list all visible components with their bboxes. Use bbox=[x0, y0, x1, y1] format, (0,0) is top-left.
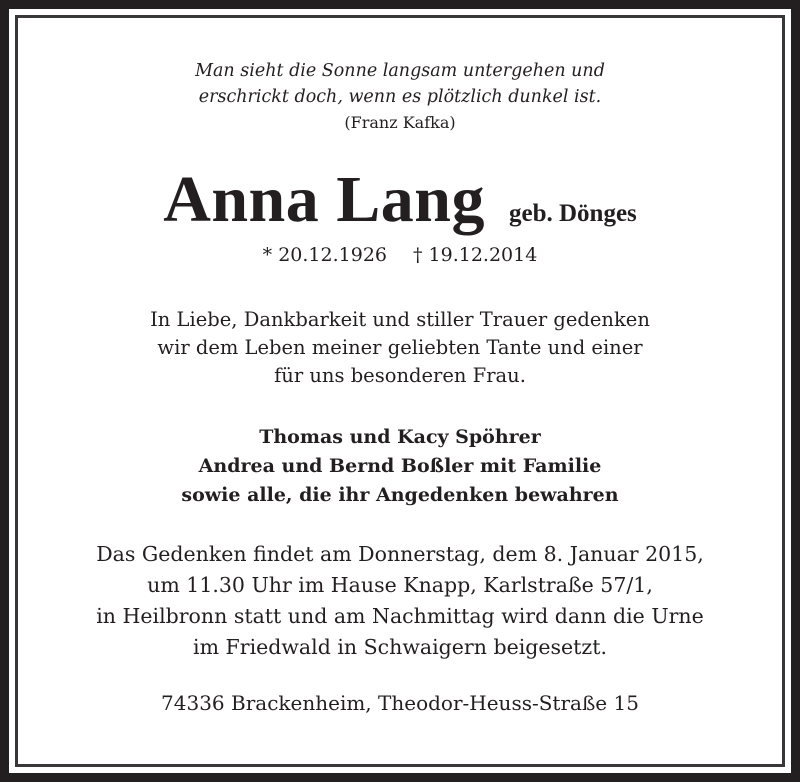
quote-source: (Franz Kafka) bbox=[344, 113, 456, 132]
life-dates bbox=[0, 244, 800, 266]
address: 74336 Brackenheim, Theodor-Heuss-Straße 15 bbox=[161, 691, 639, 715]
dedication bbox=[0, 306, 800, 390]
deceased-name: Anna Lang bbox=[163, 163, 485, 236]
service-info bbox=[0, 539, 800, 663]
mourner-line: sowie alle, die ihr Angedenken bewahren bbox=[181, 484, 619, 506]
dedication-line: wir dem Leben meiner geliebten Tante und einer bbox=[157, 336, 643, 359]
dedication-line: In Liebe, Dankbarkeit und stiller Trauer gedenken bbox=[150, 308, 650, 331]
deceased-heading bbox=[0, 162, 800, 238]
dedication-line: für uns besonderen Frau. bbox=[274, 364, 526, 387]
epigraph bbox=[0, 58, 800, 136]
quote-line: Man sieht die Sonne langsam untergehen und bbox=[195, 61, 605, 81]
service-line: im Friedwald in Schwaigern beigesetzt. bbox=[193, 635, 607, 659]
mourners bbox=[0, 423, 800, 510]
birth-date: * 20.12.1926 bbox=[262, 244, 387, 266]
service-line: Das Gedenken findet am Donnerstag, dem 8. Januar 2015, bbox=[96, 542, 704, 566]
death-date: † 19.12.2014 bbox=[413, 244, 538, 266]
birth-name: geb. Dönges bbox=[509, 200, 637, 227]
mourner-line: Thomas und Kacy Spöhrer bbox=[259, 426, 541, 448]
quote-line: erschrickt doch, wenn es plötzlich dunkel ist. bbox=[198, 87, 602, 107]
service-line: in Heilbronn statt und am Nachmittag wird dann die Urne bbox=[96, 604, 704, 628]
service-line: um 11.30 Uhr im Hause Knapp, Karlstraße 57/1, bbox=[147, 573, 653, 597]
mourner-line: Andrea und Bernd Boßler mit Familie bbox=[198, 455, 602, 477]
